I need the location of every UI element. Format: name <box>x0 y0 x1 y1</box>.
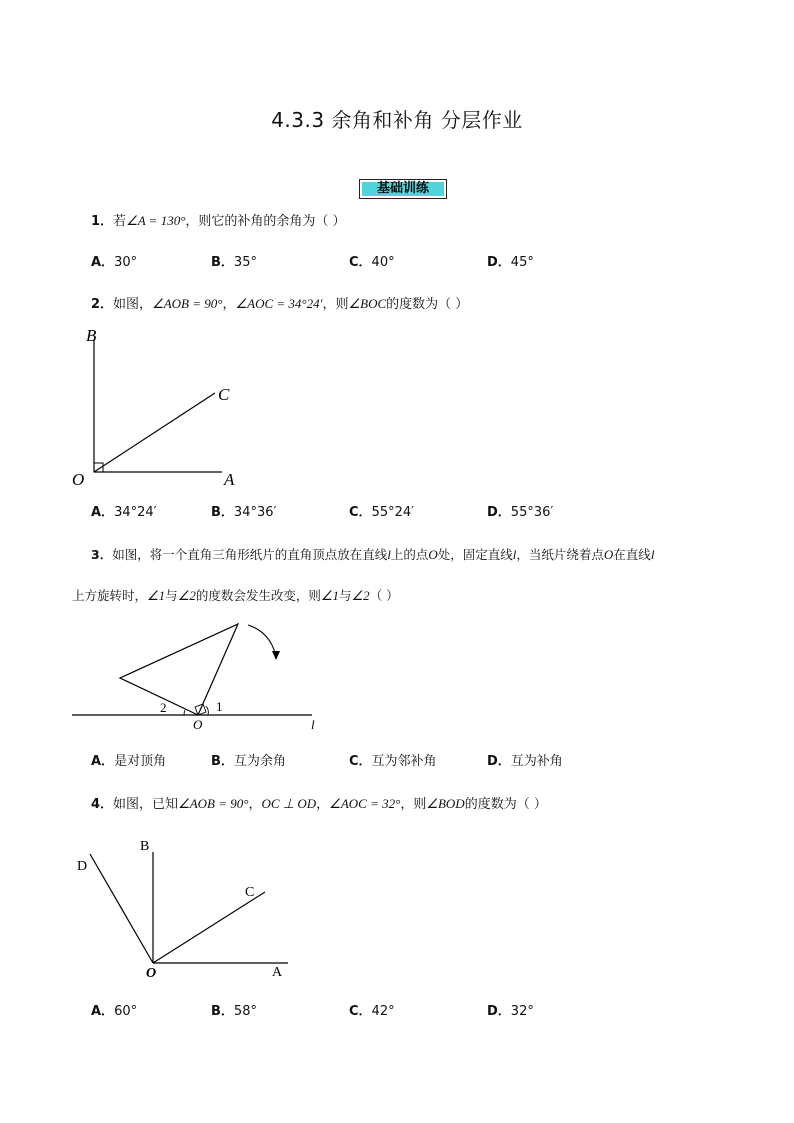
figure-q2 <box>60 320 260 495</box>
question-3-text: 如图，将一个直角三角形纸片的直角顶点放在直线 <box>112 547 388 562</box>
label-d: D <box>77 859 88 874</box>
question-3-math: O <box>428 547 438 562</box>
question-4-text: ， <box>316 797 330 812</box>
label-c: C <box>218 385 230 404</box>
figure-q3 <box>60 612 340 737</box>
option-text: 34°36′ <box>233 505 277 520</box>
question-4-number: 4． <box>91 797 114 812</box>
option-key: A． <box>91 255 115 270</box>
question-2-text: 的度数为（ ） <box>386 297 469 312</box>
question-3-math: O <box>603 547 614 562</box>
option-3d[interactable] <box>487 753 563 771</box>
question-4-math: OC ⊥ OD <box>261 796 317 811</box>
option-text: 互为邻补角 <box>371 754 437 769</box>
question-3-math: ∠1 <box>320 588 340 603</box>
label-l: l <box>311 717 315 732</box>
question-3-number: 3． <box>91 547 113 562</box>
question-1-number: 1． <box>91 214 114 229</box>
option-text: 32° <box>510 1004 534 1019</box>
label-c: C <box>245 885 255 900</box>
question-2-text: 如图， <box>113 297 153 312</box>
question-4 <box>91 795 547 814</box>
option-text: 是对顶角 <box>114 754 167 769</box>
option-text: 40° <box>371 255 395 270</box>
label-a: A <box>224 470 235 489</box>
label-o: O <box>146 966 157 981</box>
angle-2-arc <box>184 710 185 715</box>
section-badge <box>359 179 447 199</box>
question-3-math: ∠2 <box>351 588 370 603</box>
question-4-math: ∠AOB = 90° <box>178 796 249 811</box>
question-3-text: 的度数会发生改变，则 <box>195 588 321 603</box>
question-3-math: ∠2 <box>177 588 196 603</box>
option-text: 60° <box>114 1004 138 1019</box>
question-3-text: 上的点 <box>390 547 429 562</box>
option-key: D． <box>487 1004 511 1019</box>
question-3-text: 在直线 <box>613 547 651 562</box>
label-b: B <box>86 326 97 345</box>
question-1-text: ，则它的补角的余角为（ ） <box>185 214 346 229</box>
ray-oc <box>153 892 265 963</box>
option-text: 34°24′ <box>114 505 157 520</box>
question-4-text: 的度数为（ ） <box>464 797 547 812</box>
option-2a[interactable] <box>91 504 157 522</box>
option-text: 35° <box>233 255 257 270</box>
question-3-text: 上方旋转时， <box>72 588 148 603</box>
option-key: C． <box>349 505 372 520</box>
question-1-text: 若 <box>113 214 127 229</box>
option-text: 42° <box>371 1004 395 1019</box>
question-3-math: l <box>650 547 655 562</box>
option-key: D． <box>487 255 511 270</box>
option-1d[interactable] <box>487 254 534 272</box>
option-1a[interactable] <box>91 254 137 272</box>
option-4a[interactable] <box>91 1003 137 1021</box>
ray-od <box>90 854 153 963</box>
label-o: O <box>72 470 85 489</box>
option-text: 45° <box>510 255 534 270</box>
arrow-head-icon <box>272 651 280 660</box>
question-3-text: ，当纸片绕着点 <box>516 547 604 562</box>
label-b: B <box>140 839 150 854</box>
angle-1-arc <box>206 706 208 715</box>
option-key: A． <box>91 505 115 520</box>
option-text: 互为余角 <box>233 754 286 769</box>
question-3-math: ∠1 <box>147 588 166 603</box>
question-2-math: ∠AOB = 90° <box>152 296 223 311</box>
label-1: 1 <box>216 699 223 714</box>
question-3-math: l <box>512 547 517 562</box>
option-2c[interactable] <box>349 504 414 522</box>
option-2b[interactable] <box>211 504 276 522</box>
ray-oc <box>94 393 215 472</box>
question-4-text: ， <box>248 797 262 812</box>
question-4-text: ，则 <box>400 797 427 812</box>
question-3-text: 处，固定直线 <box>437 547 513 562</box>
option-key: B． <box>211 754 234 769</box>
label-2: 2 <box>160 700 167 715</box>
section-badge-label: 基础训练 <box>362 182 444 196</box>
question-4-math: ∠AOC = 32° <box>329 796 401 811</box>
option-text: 55°24′ <box>371 505 415 520</box>
question-3-line2 <box>72 587 399 605</box>
question-2-math: ∠BOC <box>348 296 387 311</box>
option-key: C． <box>349 1004 372 1019</box>
option-key: C． <box>349 754 372 769</box>
option-key: D． <box>487 754 511 769</box>
question-3 <box>91 546 654 564</box>
question-2-text: ，则 <box>322 297 349 312</box>
option-4b[interactable] <box>211 1003 257 1021</box>
option-key: A． <box>91 1004 115 1019</box>
option-key: D． <box>487 505 511 520</box>
option-2d[interactable] <box>487 504 553 522</box>
option-key: B． <box>211 505 234 520</box>
question-2-number: 2． <box>91 297 114 312</box>
option-text: 58° <box>233 1004 257 1019</box>
question-3-math: l <box>387 547 391 562</box>
question-3-text: 与 <box>165 588 178 603</box>
option-text: 互为补角 <box>510 754 563 769</box>
option-3c[interactable] <box>349 753 437 771</box>
option-key: C． <box>349 255 372 270</box>
question-4-math: ∠BOD <box>426 796 465 811</box>
question-2-math: ∠AOC = 34°24′ <box>235 296 323 311</box>
option-key: A． <box>91 754 115 769</box>
question-1-math: ∠A = 130° <box>126 213 186 228</box>
option-4d[interactable] <box>487 1003 534 1021</box>
option-text: 30° <box>114 255 138 270</box>
question-1 <box>91 212 346 231</box>
page-title: 4.3.3 余角和补角 分层作业 <box>271 108 523 132</box>
label-a: A <box>272 965 283 980</box>
option-3a[interactable] <box>91 753 166 771</box>
option-key: B． <box>211 255 234 270</box>
question-3-text: （ ） <box>369 588 399 603</box>
option-4c[interactable] <box>349 1003 395 1021</box>
question-2 <box>91 295 468 314</box>
rotation-arrow <box>248 625 276 656</box>
option-3b[interactable] <box>211 753 286 771</box>
option-text: 55°36′ <box>510 505 554 520</box>
question-3-text: 与 <box>339 588 352 603</box>
question-2-text: ， <box>222 297 236 312</box>
option-key: B． <box>211 1004 234 1019</box>
question-4-text: 如图，已知 <box>113 797 179 812</box>
figure-q4 <box>60 828 310 988</box>
label-o: O <box>193 717 203 732</box>
option-1b[interactable] <box>211 254 257 272</box>
option-1c[interactable] <box>349 254 395 272</box>
